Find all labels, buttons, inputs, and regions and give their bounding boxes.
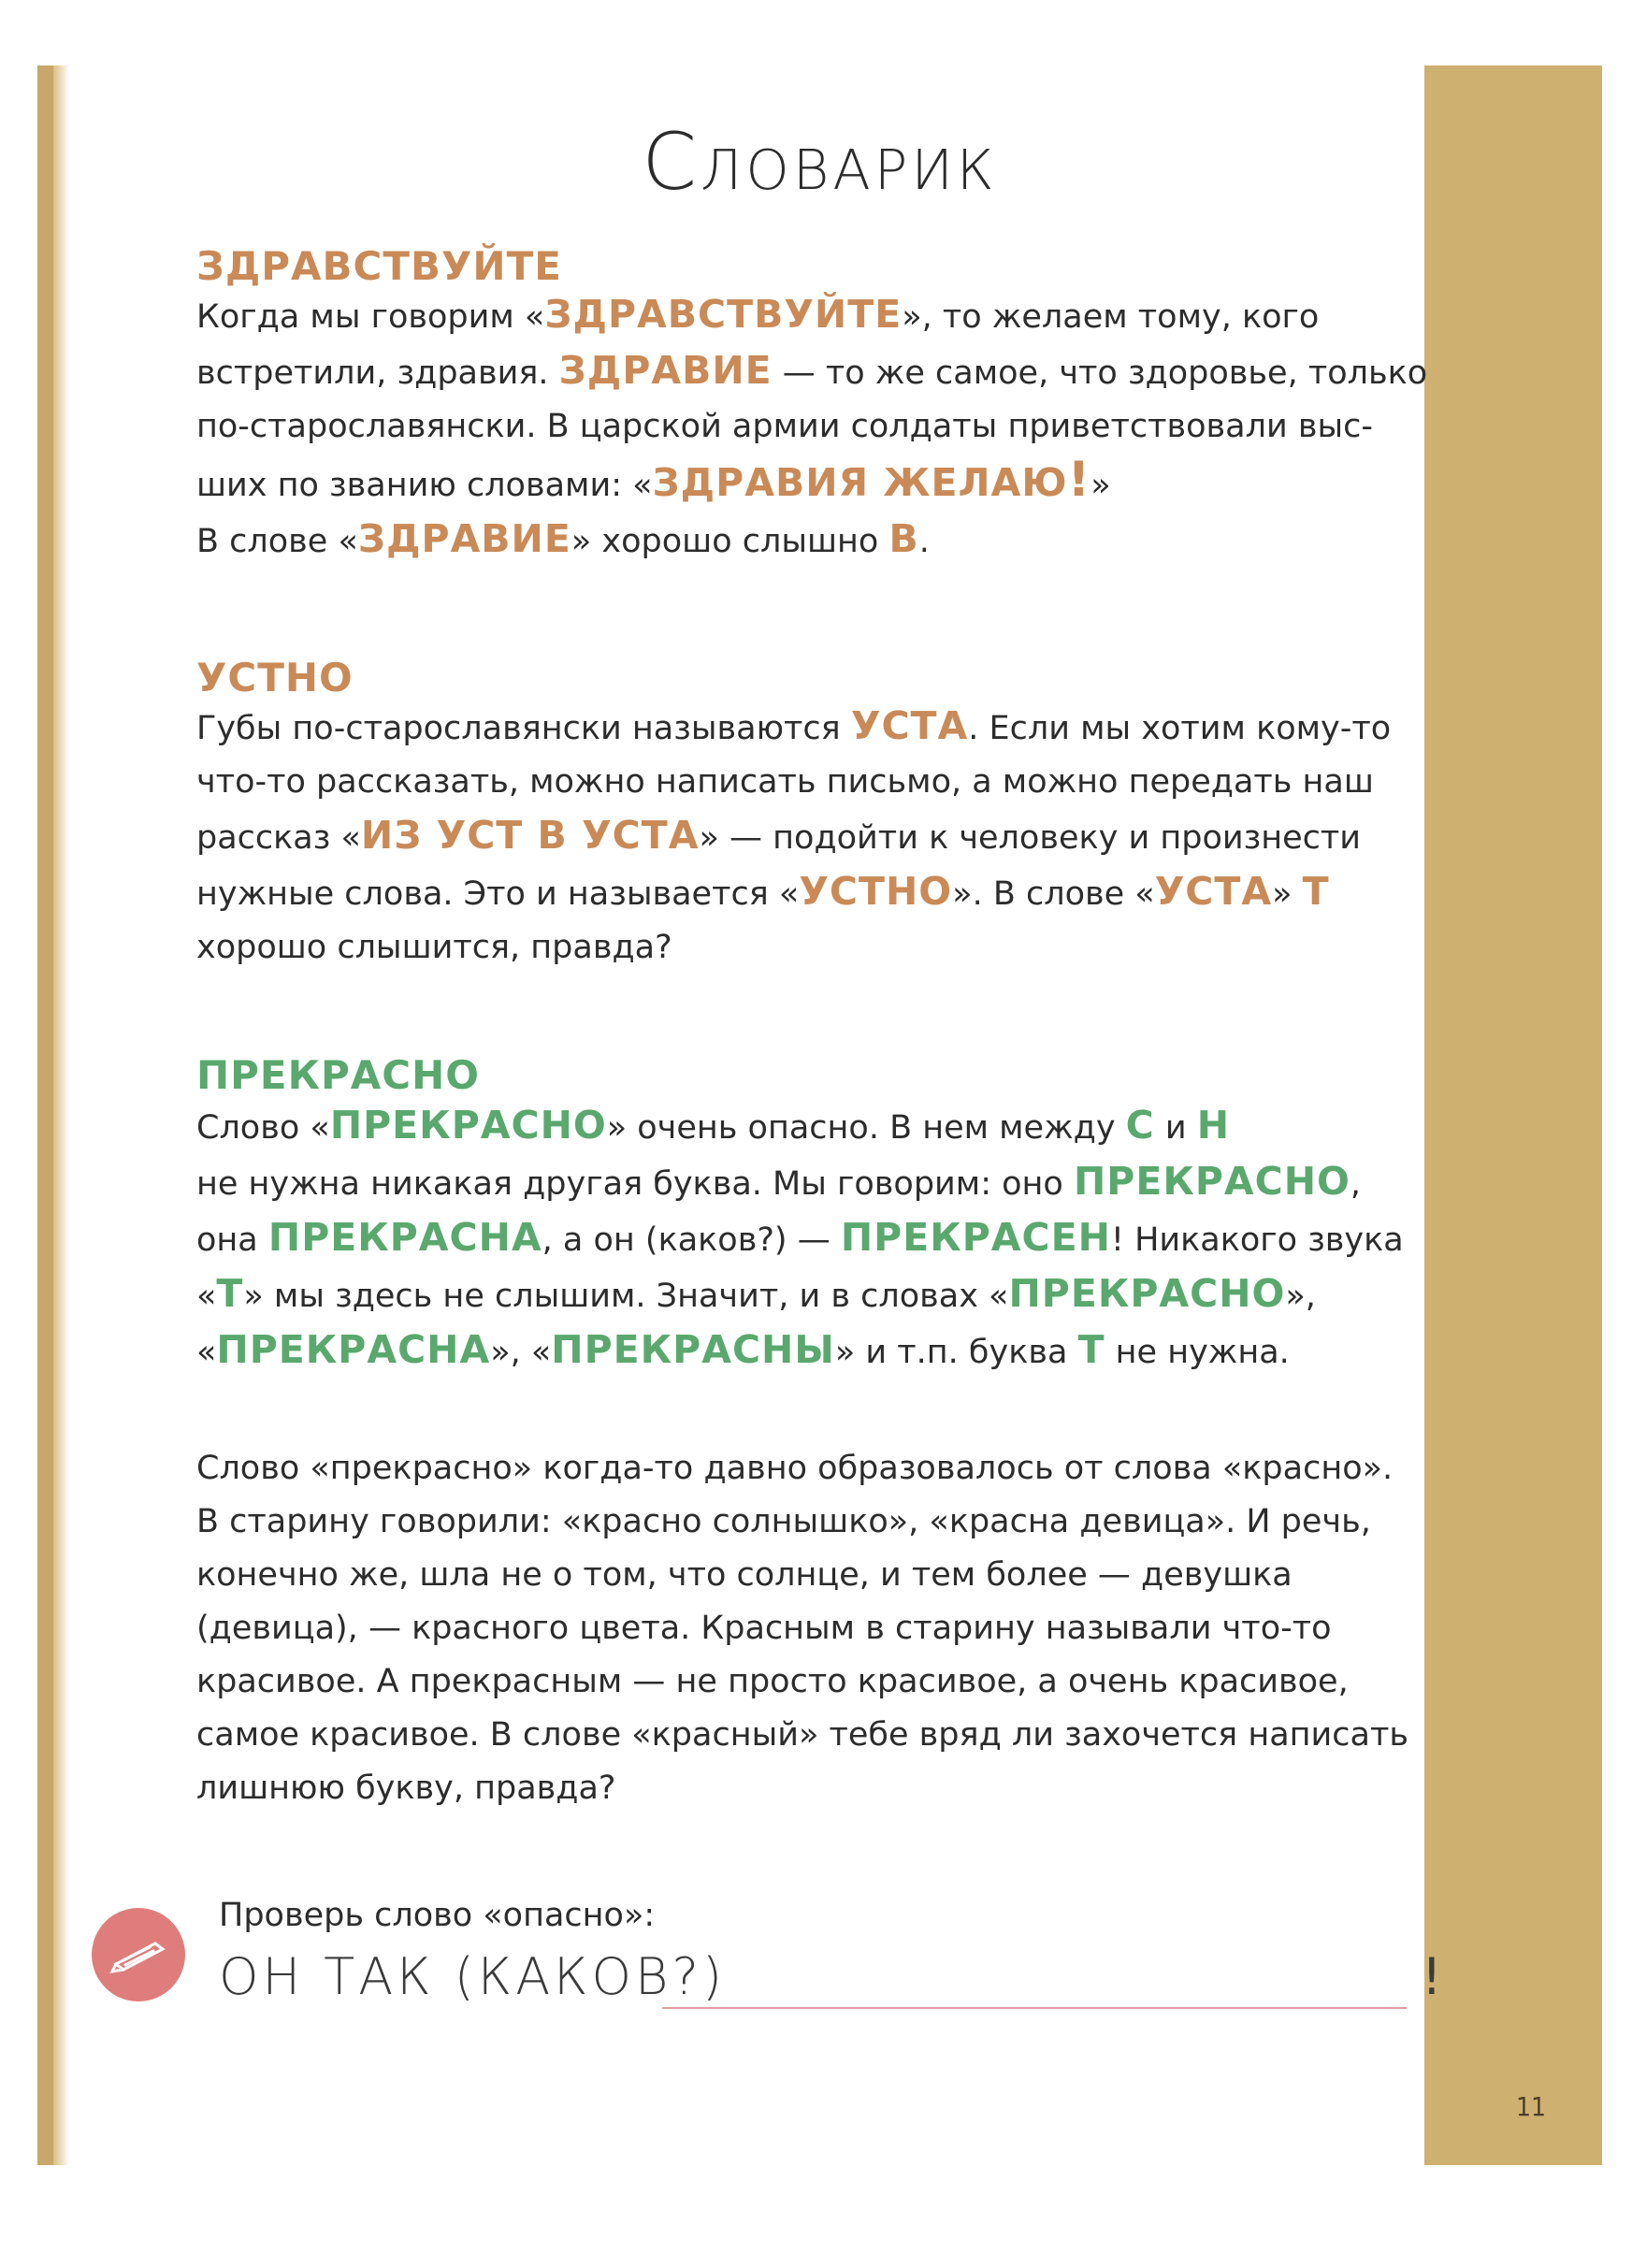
text-line: конечно же, шла не о том, что солнце, и тем более — девушка: [196, 1556, 1293, 1594]
text-line: (девица), — красного цвета. Красным в старину называли что-то: [196, 1610, 1332, 1647]
left-color-bar: [37, 65, 53, 2165]
text-line: В старину говорили: «красно солнышко», «красна девица». И речь,: [196, 1503, 1371, 1540]
right-color-bar: [1424, 65, 1602, 2165]
paragraph-zdravstvuyte: [196, 288, 1440, 569]
page-number: 11: [1515, 2091, 1546, 2122]
text-line: самое красивое. В слове «красный» тебе вряд ли захочется написать: [196, 1716, 1409, 1754]
text-line: не нужна никакая другая буква. Мы говорим: оно ПРЕКРАСНО,: [196, 1159, 1362, 1204]
task-prompt: ОН ТАК (КАКОВ?): [219, 1947, 727, 2006]
text-line: Когда мы говорим «ЗДРАВСТВУЙТЕ», то желаем тому, кого: [196, 292, 1320, 337]
pencil-icon: [92, 1908, 185, 2001]
page-title: Словарик: [642, 116, 998, 208]
heading-prekrasno: ПРЕКРАСНО: [196, 1052, 480, 1098]
text-line: что-то рассказать, можно написать письмо, а можно передать наш: [196, 763, 1374, 801]
text-line: Слово «прекрасно» когда-то давно образовалось от слова «красно».: [196, 1450, 1394, 1487]
answer-field-line[interactable]: [662, 2007, 1407, 2009]
text-line: нужные слова. Это и называется «УСТНО». В слове «УСТА» Т: [196, 869, 1330, 914]
text-line: «Т» мы здесь не слышим. Значит, и в словах «ПРЕКРАСНО»,: [196, 1271, 1316, 1316]
task-instruction: Проверь слово «опасно»:: [219, 1897, 656, 1934]
paragraph-ustno: [196, 700, 1440, 975]
text-line: хорошо слышится, правда?: [196, 929, 672, 966]
heading-zdravstvuyte: ЗДРАВСТВУЙТЕ: [196, 243, 562, 289]
text-line: ших по званию словами: «ЗДРАВИЯ ЖЕЛАЮ!»: [196, 452, 1111, 508]
text-line: по-старославянски. В царской армии солдаты приветствовали выс-: [196, 408, 1373, 445]
paragraph-prekrasno-origin: [196, 1442, 1440, 1815]
book-page: [37, 65, 1602, 2165]
heading-ustno: УСТНО: [196, 655, 354, 701]
paragraph-prekrasno: [196, 1099, 1440, 1380]
text-line: Слово «ПРЕКРАСНО» очень опасно. В нем между С и Н: [196, 1103, 1231, 1148]
text-line: В слове «ЗДРАВИЕ» хорошо слышно В.: [196, 516, 930, 561]
text-line: «ПРЕКРАСНА», «ПРЕКРАСНЫ» и т.п. буква Т не нужна.: [196, 1327, 1290, 1372]
text-line: красивое. А прекрасным — не просто красивое, а очень красивое,: [196, 1663, 1349, 1700]
text-line: рассказ «ИЗ УСТ В УСТА» — подойти к человеку и произнести: [196, 813, 1362, 858]
text-line: она ПРЕКРАСНА, а он (каков?) — ПРЕКРАСЕН! Никакого звука: [196, 1215, 1404, 1260]
text-line: встретили, здравия. ЗДРАВИЕ — то же самое, что здоровье, только: [196, 348, 1428, 393]
text-line: Губы по-старославянски называются УСТА. Если мы хотим кому-то: [196, 703, 1392, 748]
text-line: лишнюю букву, правда?: [196, 1770, 616, 1807]
answer-end-mark: !: [1422, 1947, 1442, 2006]
